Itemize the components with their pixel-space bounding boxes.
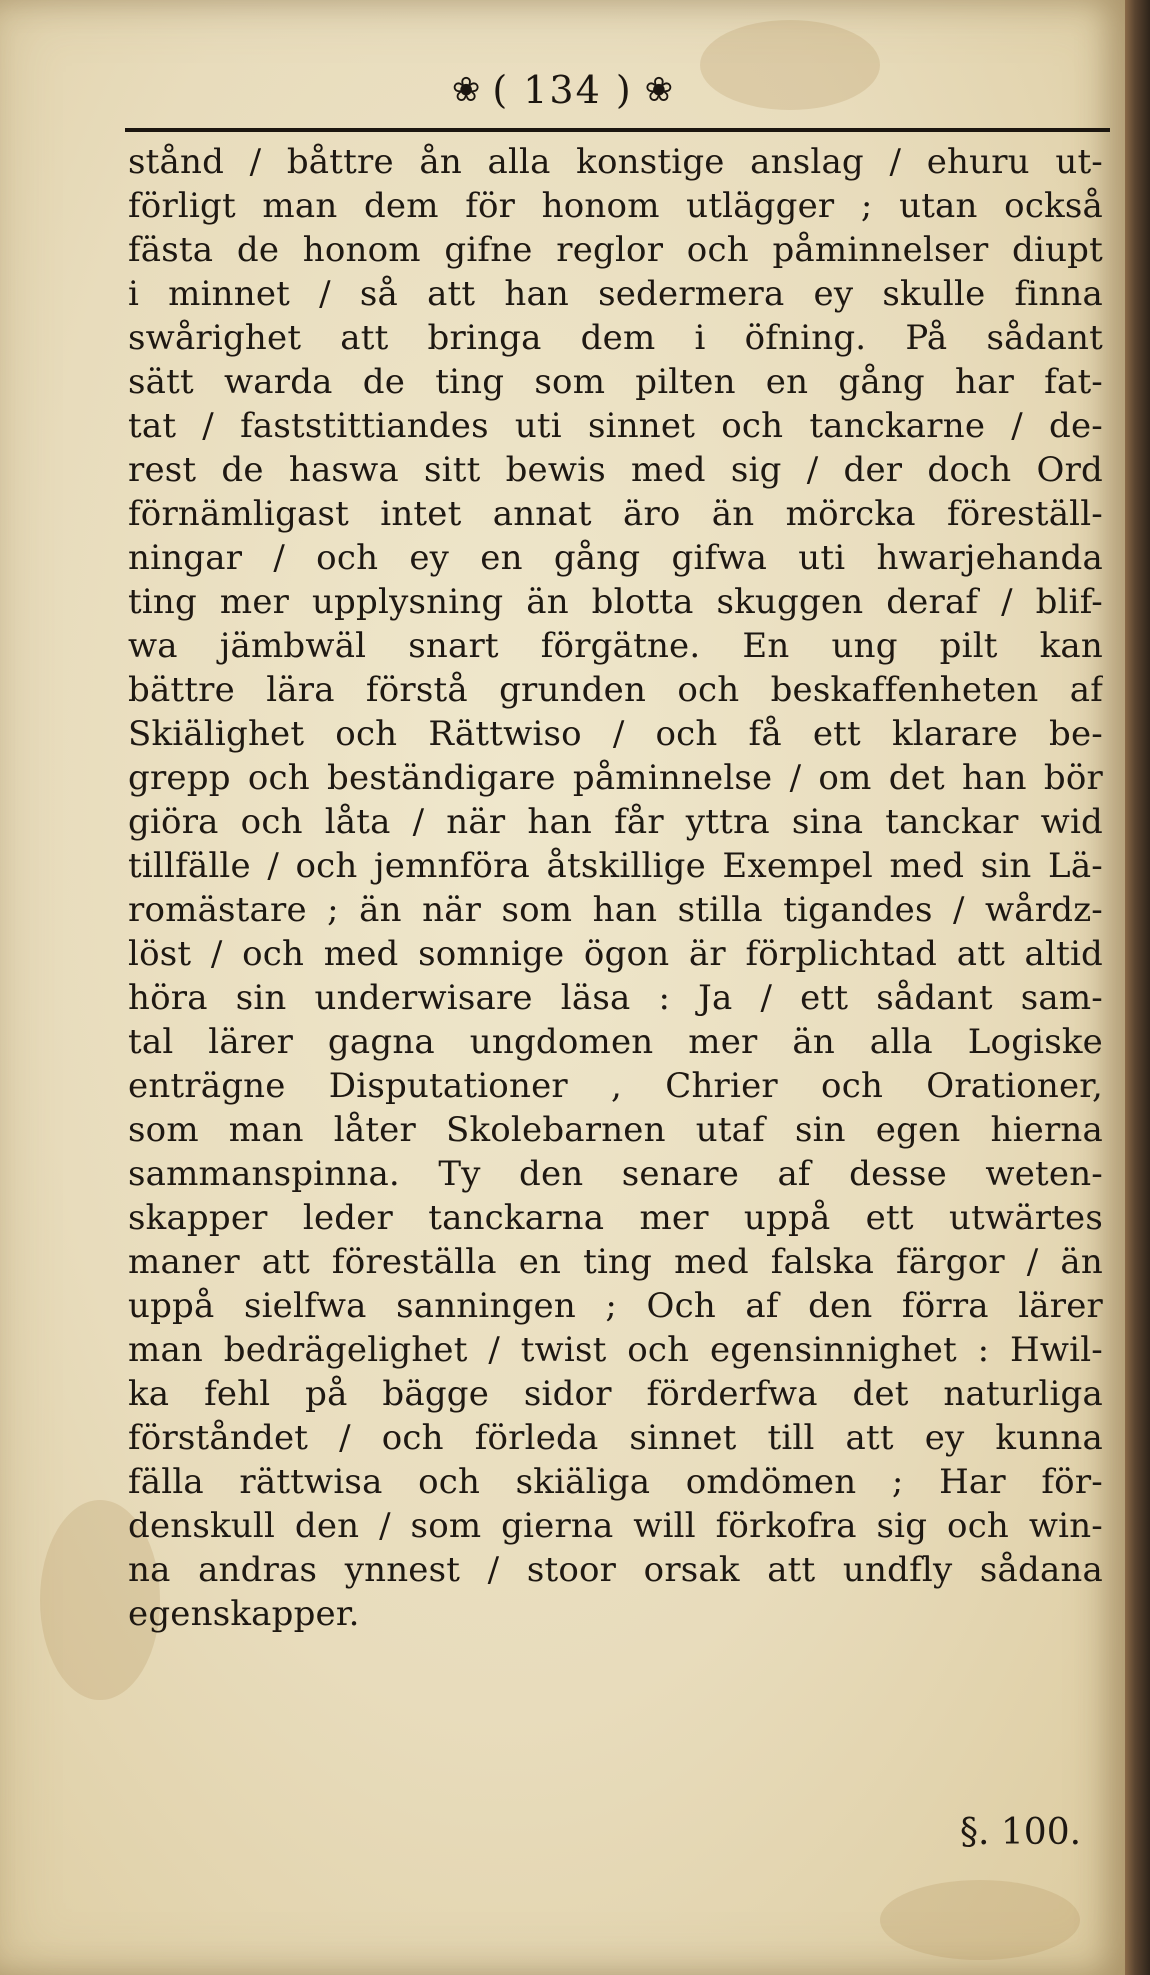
- text-line: sammanspinna. Ty den senare af desse weten-: [128, 1154, 1103, 1194]
- text-line: na andras ynnest / stoor orsak att undfly sådana: [128, 1550, 1103, 1590]
- text-line: enträgne Disputationer , Chrier och Orationer,: [128, 1066, 1103, 1106]
- page-number: ( 134 ): [492, 68, 633, 112]
- text-line: fästa de honom gifne reglor och påminnelser diupt: [128, 230, 1103, 270]
- text-line: sätt warda de ting som pilten en gång har fat-: [128, 362, 1103, 402]
- next-section-reference: §. 100.: [960, 1812, 1082, 1853]
- text-line: romästare ; än när som han stilla tigandes / wårdz-: [128, 890, 1103, 930]
- text-line: maner att föreställa en ting med falska färgor / än: [128, 1242, 1103, 1282]
- text-line: höra sin underwisare läsa : Ja / ett sådant sam-: [128, 978, 1103, 1018]
- text-line: Skiälighet och Rättwiso / och få ett klarare be-: [128, 714, 1103, 754]
- text-line: uppå sielfwa sanningen ; Och af den förra lärer: [128, 1286, 1103, 1326]
- text-line: ting mer upplysning än blotta skuggen deraf / blif-: [128, 582, 1103, 622]
- text-line: skapper leder tanckarna mer uppå ett utwärtes: [128, 1198, 1103, 1238]
- text-line: giöra och låta / när han får yttra sina tanckar wid: [128, 802, 1103, 842]
- text-line: förligt man dem för honom utlägger ; utan också: [128, 186, 1103, 226]
- text-line: förnämligast intet annat äro än mörcka föreställ-: [128, 494, 1103, 534]
- text-line: egenskapper.: [128, 1594, 360, 1634]
- text-line: swårighet att bringa dem i öfning. På sådant: [128, 318, 1103, 358]
- text-line: rest de haswa sitt bewis med sig / der doch Ord: [128, 450, 1103, 490]
- text-line: i minnet / så att han sedermera ey skulle finna: [128, 274, 1103, 314]
- text-line: tillfälle / och jemnföra åtskillige Exempel med sin Lä-: [128, 846, 1103, 886]
- text-line: wa jämbwäl snart förgätne. En ung pilt kan: [128, 626, 1103, 666]
- text-line: ningar / och ey en gång gifwa uti hwarjehanda: [128, 538, 1103, 578]
- text-line: grepp och beständigare påminnelse / om det han bör: [128, 758, 1103, 798]
- page-header: [0, 62, 1125, 118]
- text-line: tal lärer gagna ungdomen mer än alla Logiske: [128, 1022, 1103, 1062]
- text-line: löst / och med somnige ögon är förplichtad att altid: [128, 934, 1103, 974]
- ornament-left-icon: ❀: [451, 70, 481, 110]
- text-line: ka fehl på bägge sidor förderfwa det naturliga: [128, 1374, 1103, 1414]
- text-line: tat / faststittiandes uti sinnet och tanckarne / de-: [128, 406, 1103, 446]
- text-line: förståndet / och förleda sinnet till att ey kunna: [128, 1418, 1103, 1458]
- text-line: som man låter Skolebarnen utaf sin egen hierna: [128, 1110, 1103, 1150]
- text-line: fälla rättwisa och skiäliga omdömen ; Har för-: [128, 1462, 1103, 1502]
- body-text: [128, 140, 1103, 1636]
- header-rule: [125, 128, 1110, 132]
- text-line: denskull den / som gierna will förkofra sig och win-: [128, 1506, 1103, 1546]
- book-gutter: [1125, 0, 1150, 1975]
- ornament-right-icon: ❀: [644, 70, 674, 110]
- text-line: man bedrägelighet / twist och egensinnighet : Hwil-: [128, 1330, 1103, 1370]
- paper-stain: [880, 1880, 1080, 1960]
- text-line: bättre lära förstå grunden och beskaffenheten af: [128, 670, 1103, 710]
- text-line: stånd / båttre ån alla konstige anslag / ehuru ut-: [128, 142, 1103, 182]
